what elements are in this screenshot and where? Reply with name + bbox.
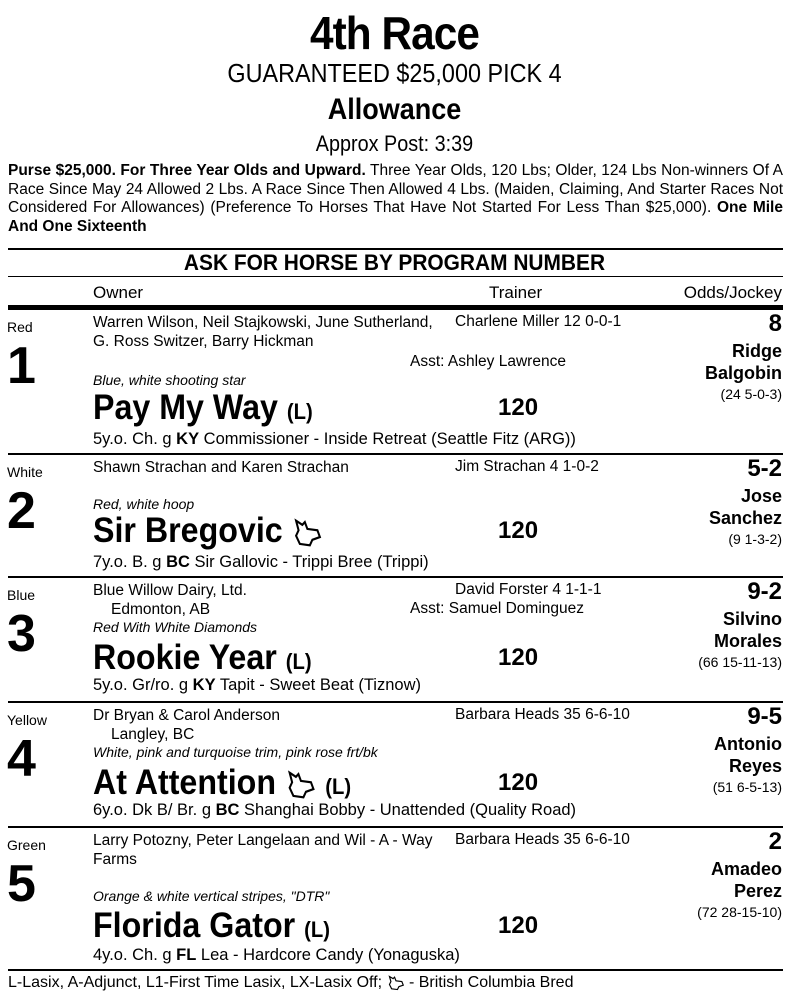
owner-line-2: G. Ross Switzer, Barry Hickman — [93, 333, 314, 350]
medication: (L) — [325, 774, 352, 799]
program-number: 3 — [7, 605, 36, 663]
horse-name-line — [93, 388, 313, 428]
sire-dam: Commissioner - Inside Retreat (Seattle Fitz (ARG)) — [199, 430, 576, 448]
age-color-sex: 5y.o. Ch. g — [93, 430, 177, 448]
horse-name-line — [93, 511, 323, 551]
jockey-first-name: Jose — [740, 486, 782, 506]
state-bred: BC — [166, 553, 190, 571]
breeding — [93, 946, 460, 965]
trainer: David Forster 4 1-1-1 — [455, 581, 602, 598]
morning-line-odds: 5-2 — [747, 455, 782, 482]
program-number: 4 — [7, 730, 36, 788]
bc-map-icon — [387, 975, 405, 991]
horse-name: Sir Bregovic — [93, 511, 283, 550]
assistant-trainer: Asst: Ashley Lawrence — [410, 353, 566, 370]
sire-dam: Shanghai Bobby - Unattended (Quality Road) — [239, 801, 577, 819]
silks-description: Red, white hoop — [93, 496, 195, 512]
race-subtitle: GUARANTEED $25,000 PICK 4 — [227, 58, 562, 88]
age-color-sex: 5y.o. Gr/ro. g — [93, 676, 193, 694]
owner-line-2: Farms — [93, 851, 137, 868]
age-color-sex: 7y.o. B. g — [93, 553, 167, 571]
jockey-first-name: Amadeo — [710, 859, 782, 879]
saddle-color: White — [7, 464, 43, 480]
breeding — [93, 430, 576, 449]
post-time: Approx Post: 3:39 — [315, 131, 474, 156]
owner-line-1: Larry Potozny, Peter Langelaan and Wil - A - Way — [93, 832, 433, 849]
silks-description: Red With White Diamonds — [93, 619, 258, 635]
saddle-color: Yellow — [7, 712, 47, 728]
morning-line-odds: 9-2 — [747, 578, 782, 605]
state-bred: BC — [215, 801, 240, 819]
state-bred: KY — [192, 676, 216, 694]
jockey-stats: (9 1-3-2) — [728, 531, 782, 547]
horse-name-line — [93, 763, 351, 803]
jockey-last-name: Balgobin — [705, 363, 782, 383]
owner-line-1: Warren Wilson, Neil Stajkowski, June Sutherland, — [93, 314, 433, 331]
entry-row — [0, 703, 789, 843]
jockey-last-name: Reyes — [728, 756, 782, 776]
breeding — [93, 553, 429, 572]
jockey-first-name: Silvino — [722, 609, 782, 629]
jockey-stats: (51 6-5-13) — [712, 779, 782, 795]
horse-name: At Attention — [93, 763, 277, 802]
sire-dam: Sir Gallovic - Trippi Bree (Trippi) — [189, 553, 429, 571]
weight: 120 — [498, 769, 539, 796]
horse-name: Rookie Year — [93, 638, 277, 677]
weight: 120 — [498, 517, 539, 544]
column-odds-jockey: Odds/Jockey — [683, 283, 782, 302]
horse-name-line — [93, 638, 312, 678]
morning-line-odds: 9-5 — [747, 703, 782, 730]
race-title: 4th Race — [309, 7, 480, 59]
age-color-sex: 4y.o. Ch. g — [93, 946, 177, 964]
divider — [8, 969, 783, 971]
horse-name: Pay My Way — [93, 388, 278, 427]
weight: 120 — [498, 394, 539, 421]
trainer: Jim Strachan 4 1-0-2 — [455, 458, 599, 475]
conditions-lead: Purse $25,000. For Three Year Olds and Upward. — [8, 162, 366, 179]
conditions-distance: One Mile And One Sixteenth — [8, 199, 783, 235]
silks-description: Blue, white shooting star — [93, 372, 246, 388]
entry-row — [0, 455, 789, 595]
breeding — [93, 676, 421, 695]
trainer: Barbara Heads 35 6-6-10 — [455, 706, 630, 723]
sire-dam: Tapit - Sweet Beat (Tiznow) — [215, 676, 421, 694]
legend-text: L-Lasix, A-Adjunct, L1-First Time Lasix, LX-Lasix Off; — [8, 974, 383, 991]
owner-line-1: Dr Bryan & Carol Anderson — [93, 707, 280, 724]
bc-map-icon — [285, 770, 316, 800]
column-owner: Owner — [93, 283, 144, 302]
owner-line-1: Blue Willow Dairy, Ltd. — [93, 582, 247, 599]
saddle-color: Blue — [7, 587, 36, 603]
jockey-last-name: Perez — [733, 881, 782, 901]
program-number: 5 — [7, 855, 36, 913]
owner-line-2: Langley, BC — [111, 726, 195, 743]
medication: (L) — [285, 649, 312, 674]
saddle-color: Red — [7, 319, 33, 335]
sire-dam: Lea - Hardcore Candy (Yonaguska) — [196, 946, 460, 964]
state-bred: FL — [176, 946, 197, 964]
jockey-first-name: Ridge — [731, 341, 782, 361]
owner-line-2: Edmonton, AB — [111, 601, 211, 618]
age-color-sex: 6y.o. Dk B/ Br. g — [93, 801, 216, 819]
jockey-stats: (72 28-15-10) — [697, 904, 782, 920]
saddle-color: Green — [7, 837, 46, 853]
jockey-last-name: Sanchez — [708, 508, 782, 528]
legend — [8, 974, 573, 992]
weight: 120 — [498, 644, 539, 671]
race-conditions — [8, 162, 783, 236]
trainer: Charlene Miller 12 0-0-1 — [455, 313, 622, 330]
trainer: Barbara Heads 35 6-6-10 — [455, 831, 630, 848]
race-type: Allowance — [327, 93, 462, 126]
jockey-stats: (24 5-0-3) — [720, 386, 782, 402]
entry-row — [0, 578, 789, 718]
silks-description: White, pink and turquoise trim, pink rose frt/bk — [93, 744, 378, 760]
weight: 120 — [498, 912, 539, 939]
medication: (L) — [286, 399, 313, 424]
silks-description: Orange & white vertical stripes, "DTR" — [93, 888, 330, 904]
legend-bc-text: - British Columbia Bred — [404, 974, 574, 991]
assistant-trainer: Asst: Samuel Dominguez — [410, 600, 585, 617]
entry-row — [0, 310, 789, 450]
jockey-last-name: Morales — [713, 631, 782, 651]
conditions-body: Three Year Olds, 120 Lbs; Older, 124 Lbs Non-winners Of A Race Since May 24 Allowed 2 Lbs. A Race Since Then Allowed 4 Lbs. (Maiden, Claiming, And Starter Races Not Considered For Allowances) (Preference To Horses That Have Not Started For Less Than $25,000). — [8, 162, 783, 216]
jockey-stats: (66 15-11-13) — [698, 654, 782, 670]
breeding — [93, 801, 576, 820]
horse-name: Florida Gator — [93, 906, 296, 945]
medication: (L) — [304, 917, 330, 942]
program-number: 1 — [7, 337, 36, 395]
entry-row — [0, 828, 789, 968]
jockey-first-name: Antonio — [714, 734, 782, 754]
divider — [8, 276, 783, 277]
state-bred: KY — [176, 430, 200, 448]
program-number: 2 — [7, 482, 36, 540]
morning-line-odds: 8 — [768, 310, 782, 337]
bc-map-icon — [292, 518, 323, 548]
owner-line-1: Shawn Strachan and Karen Strachan — [93, 459, 349, 476]
ask-banner: ASK FOR HORSE BY PROGRAM NUMBER — [183, 250, 606, 275]
column-trainer: Trainer — [489, 283, 543, 302]
horse-name-line — [93, 906, 330, 946]
morning-line-odds: 2 — [768, 828, 782, 855]
